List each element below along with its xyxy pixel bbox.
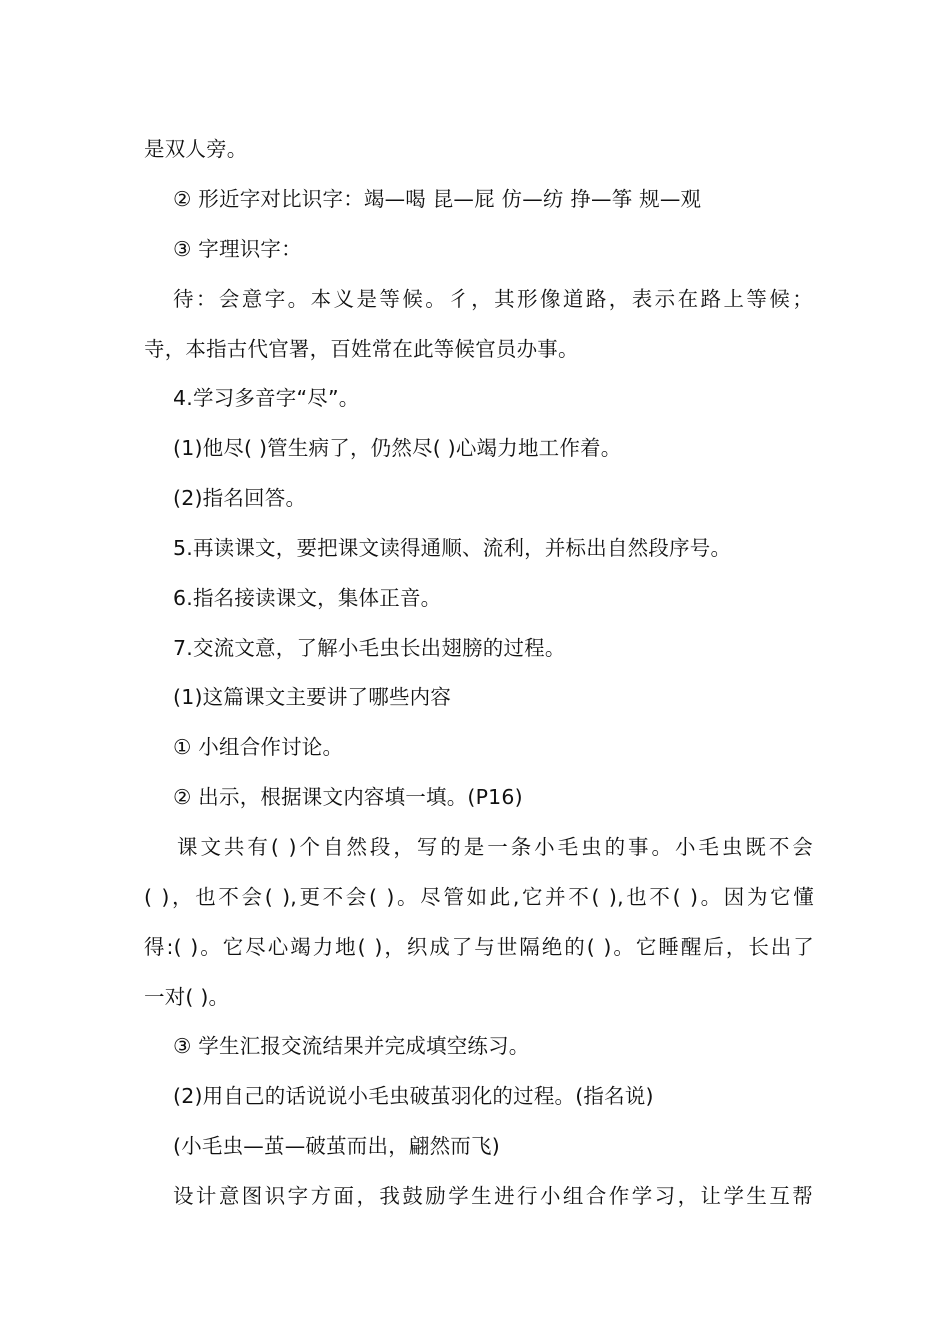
text-line-15: 课文共有( )个自然段，写的是一条小毛虫的事。小毛虫既不会 (177, 835, 813, 859)
text-line-14: ② 出示，根据课文内容填一填。(P16) (173, 785, 523, 809)
text-line-11: 7.交流文意，了解小毛虫长出翅膀的过程。 (173, 636, 566, 660)
text-line-10: 6.指名接读课文，集体正音。 (173, 586, 442, 610)
text-line-9: 5.再读课文，要把课文读得通顺、流利，并标出自然段序号。 (173, 536, 732, 560)
text-line-22: 设计意图识字方面，我鼓励学生进行小组合作学习，让学生互帮 (173, 1184, 813, 1208)
text-line-18: 一对( )。 (144, 985, 230, 1009)
text-line-19: ③ 学生汇报交流结果并完成填空练习。 (173, 1034, 530, 1058)
text-line-12: (1)这篇课文主要讲了哪些内容 (173, 685, 452, 709)
text-line-16: ( )，也不会( ),更不会( )。尽管如此,它并不( ),也不( )。因为它懂 (144, 885, 814, 909)
text-line-5: 寺，本指古代官署，百姓常在此等候官员办事。 (144, 337, 579, 361)
text-line-21: (小毛虫—茧—破茧而出，翩然而飞) (173, 1134, 500, 1158)
text-line-3: ③ 字理识字： (173, 237, 302, 261)
text-line-6: 4.学习多音字“尽”。 (173, 386, 360, 410)
text-line-7: (1)他尽( )管生病了，仍然尽( )心竭力地工作着。 (173, 436, 622, 460)
text-line-2: ② 形近字对比识字：竭—喝 昆—屁 仿—纺 挣—筝 规—观 (173, 187, 702, 211)
text-line-20: (2)用自己的话说说小毛虫破茧羽化的过程。(指名说) (173, 1084, 654, 1108)
text-line-17: 得:( )。它尽心竭力地( )，织成了与世隔绝的( )。它睡醒后，长出了 (144, 935, 814, 959)
text-line-4: 待：会意字。本义是等候。彳，其形像道路，表示在路上等候； (173, 287, 813, 311)
text-line-1: 是双人旁。 (144, 137, 248, 161)
text-line-13: ① 小组合作讨论。 (173, 735, 344, 759)
text-line-8: (2)指名回答。 (173, 486, 307, 510)
